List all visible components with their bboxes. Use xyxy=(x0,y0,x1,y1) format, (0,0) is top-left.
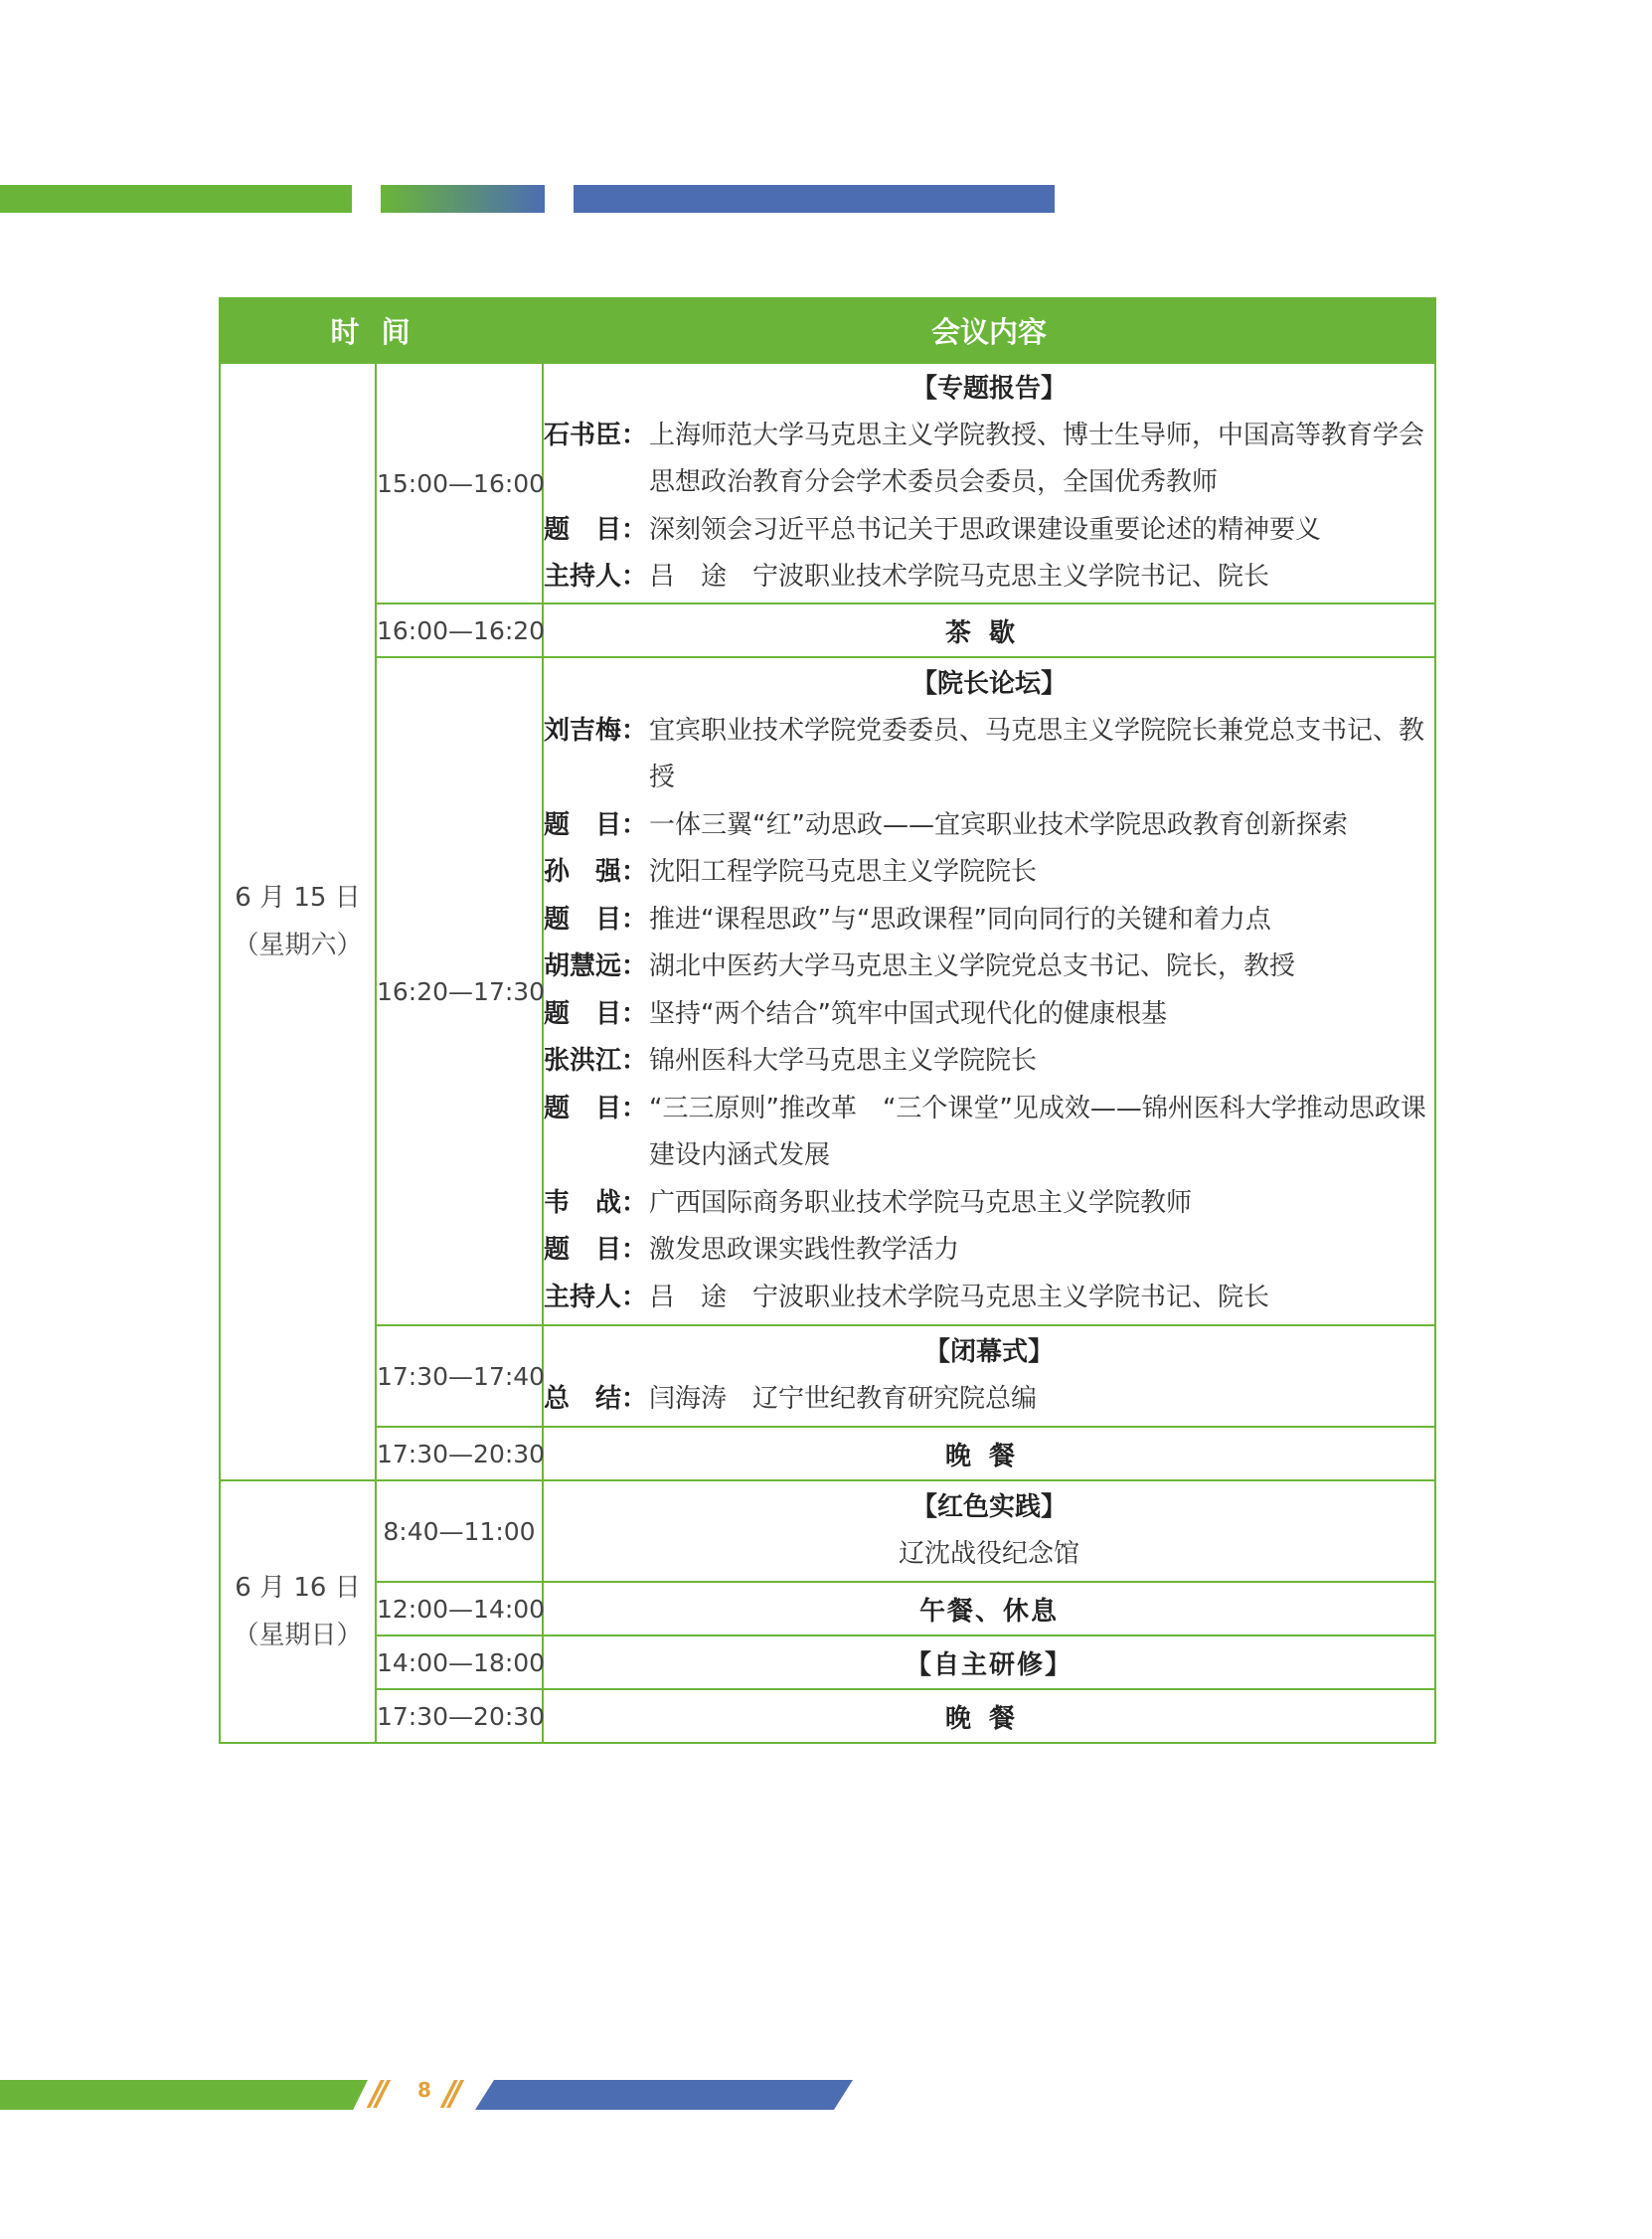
time-cell: 17:30—20:30 xyxy=(376,1689,543,1743)
header-time: 时间 xyxy=(220,298,543,363)
date-label: 6 月 16 日 xyxy=(235,1573,361,1603)
topic-line xyxy=(544,507,1434,555)
speaker-line xyxy=(544,849,1434,897)
top-decor-bar-blue xyxy=(574,185,1055,213)
session-content xyxy=(543,1427,1435,1480)
table-row xyxy=(220,1582,1435,1636)
footer-slash-decor: // xyxy=(370,2074,383,2114)
line-label: 题 目： xyxy=(544,904,648,935)
session-single: 午餐、休息 xyxy=(919,1596,1060,1627)
line-value: 吕 途 宁波职业技术学院马克思主义学院书记、院长 xyxy=(649,562,1270,592)
time-cell: 14:00—18:00 xyxy=(376,1636,543,1689)
top-decor-bar-gradient xyxy=(381,185,545,213)
line-label: 韦 战： xyxy=(544,1187,648,1218)
session-content xyxy=(543,1689,1435,1743)
table-header-row xyxy=(220,298,1435,363)
summary-line xyxy=(544,1376,1434,1424)
line-value: 广西国际商务职业技术学院马克思主义学院教师 xyxy=(649,1187,1193,1218)
speaker-line xyxy=(544,1180,1434,1228)
line-label: 题 目： xyxy=(544,1235,648,1266)
host-line xyxy=(544,1275,1434,1322)
time-cell: 12:00—14:00 xyxy=(376,1582,543,1636)
table-row xyxy=(220,657,1435,1325)
time-cell: 16:00—16:20 xyxy=(376,603,543,657)
line-value: 锦州医科大学马克思主义学院院长 xyxy=(649,1046,1038,1077)
session-content xyxy=(543,1582,1435,1636)
line-value: 沈阳工程学院马克思主义学院院长 xyxy=(649,857,1038,888)
session-heading: 【院长论坛】 xyxy=(911,668,1068,699)
line-label: 刘吉梅： xyxy=(544,715,648,746)
table-row xyxy=(220,1325,1435,1427)
session-heading: 【红色实践】 xyxy=(911,1492,1068,1522)
session-location: 辽沈战役纪念馆 xyxy=(899,1539,1080,1569)
line-label: 胡慧远： xyxy=(544,951,648,982)
time-cell: 17:30—20:30 xyxy=(376,1427,543,1480)
weekday-label: （星期日） xyxy=(233,1621,363,1650)
line-label: 总 结： xyxy=(544,1383,648,1414)
time-cell: 17:30—17:40 xyxy=(376,1325,543,1427)
speaker-line xyxy=(544,1038,1434,1086)
top-decor-bar-green xyxy=(0,185,352,213)
line-label: 题 目： xyxy=(544,998,648,1029)
date-cell-day1 xyxy=(220,363,376,1480)
table-row xyxy=(220,1689,1435,1743)
line-value: 吕 途 宁波职业技术学院马克思主义学院书记、院长 xyxy=(649,1282,1270,1312)
session-content xyxy=(543,1636,1435,1689)
date-label: 6 月 15 日 xyxy=(235,883,361,913)
session-content xyxy=(543,1325,1435,1427)
table-row xyxy=(220,363,1435,603)
table-row xyxy=(220,603,1435,657)
session-heading: 【专题报告】 xyxy=(911,373,1068,404)
footer-slash-decor: // xyxy=(443,2074,456,2114)
host-line xyxy=(544,554,1434,602)
line-value: 深刻领会习近平总书记关于思政课建设重要论述的精神要义 xyxy=(649,514,1322,545)
line-value: 激发思政课实践性教学活力 xyxy=(649,1235,960,1266)
line-label: 张洪江： xyxy=(544,1046,648,1077)
line-label: 题 目： xyxy=(544,809,648,840)
schedule-table xyxy=(219,297,1436,1744)
session-single: 晚餐 xyxy=(945,1441,1034,1471)
line-value: 坚持“两个结合”筑牢中国式现代化的健康根基 xyxy=(649,998,1167,1029)
line-label: 主持人： xyxy=(544,562,648,592)
header-content: 会议内容 xyxy=(543,298,1435,363)
line-label: 题 目： xyxy=(544,1093,648,1123)
line-label: 主持人： xyxy=(544,1282,648,1312)
line-label: 孙 强： xyxy=(544,857,648,888)
speaker-line xyxy=(544,413,1434,507)
time-cell: 15:00—16:00 xyxy=(376,363,543,603)
date-cell-day2 xyxy=(220,1480,376,1743)
table-row xyxy=(220,1427,1435,1480)
topic-line xyxy=(544,802,1434,850)
session-content xyxy=(543,603,1435,657)
session-content xyxy=(543,657,1435,1325)
table-row xyxy=(220,1480,1435,1582)
speaker-line xyxy=(544,708,1434,802)
topic-line xyxy=(544,1086,1434,1180)
line-label: 题 目： xyxy=(544,514,648,545)
session-content xyxy=(543,363,1435,603)
session-content xyxy=(543,1480,1435,1582)
footer-decor-bar-blue xyxy=(475,2080,853,2110)
line-value: “三三原则”推改革 “三个课堂”见成效——锦州医科大学推动思政课建设内涵式发展 xyxy=(649,1093,1426,1171)
topic-line xyxy=(544,991,1434,1039)
time-cell: 8:40—11:00 xyxy=(376,1480,543,1582)
table-row xyxy=(220,1636,1435,1689)
session-heading: 【闭幕式】 xyxy=(924,1336,1055,1367)
speaker-line xyxy=(544,944,1434,991)
line-value: 一体三翼“红”动思政——宜宾职业技术学院思政教育创新探索 xyxy=(649,809,1348,840)
session-single: 茶歇 xyxy=(945,617,1034,648)
line-value: 闫海涛 辽宁世纪教育研究院总编 xyxy=(649,1383,1038,1414)
weekday-label: （星期六） xyxy=(233,931,363,960)
topic-line xyxy=(544,1227,1434,1275)
line-value: 推进“课程思政”与“思政课程”同向同行的关键和着力点 xyxy=(649,904,1271,935)
page-number: 8 xyxy=(417,2078,431,2102)
line-value: 湖北中医药大学马克思主义学院党总支书记、院长，教授 xyxy=(649,951,1296,982)
line-value: 上海师范大学马克思主义学院教授、博士生导师，中国高等教育学会思想政治教育分会学术委员会委员，全国优秀教师 xyxy=(649,420,1425,497)
time-cell: 16:20—17:30 xyxy=(376,657,543,1325)
session-single: 【自主研修】 xyxy=(906,1649,1074,1680)
footer-decor-bar-green xyxy=(0,2080,368,2110)
line-label: 石书臣： xyxy=(544,420,648,450)
line-value: 宜宾职业技术学院党委委员、马克思主义学院院长兼党总支书记、教授 xyxy=(649,715,1425,793)
session-single: 晚餐 xyxy=(945,1703,1034,1734)
topic-line xyxy=(544,897,1434,945)
